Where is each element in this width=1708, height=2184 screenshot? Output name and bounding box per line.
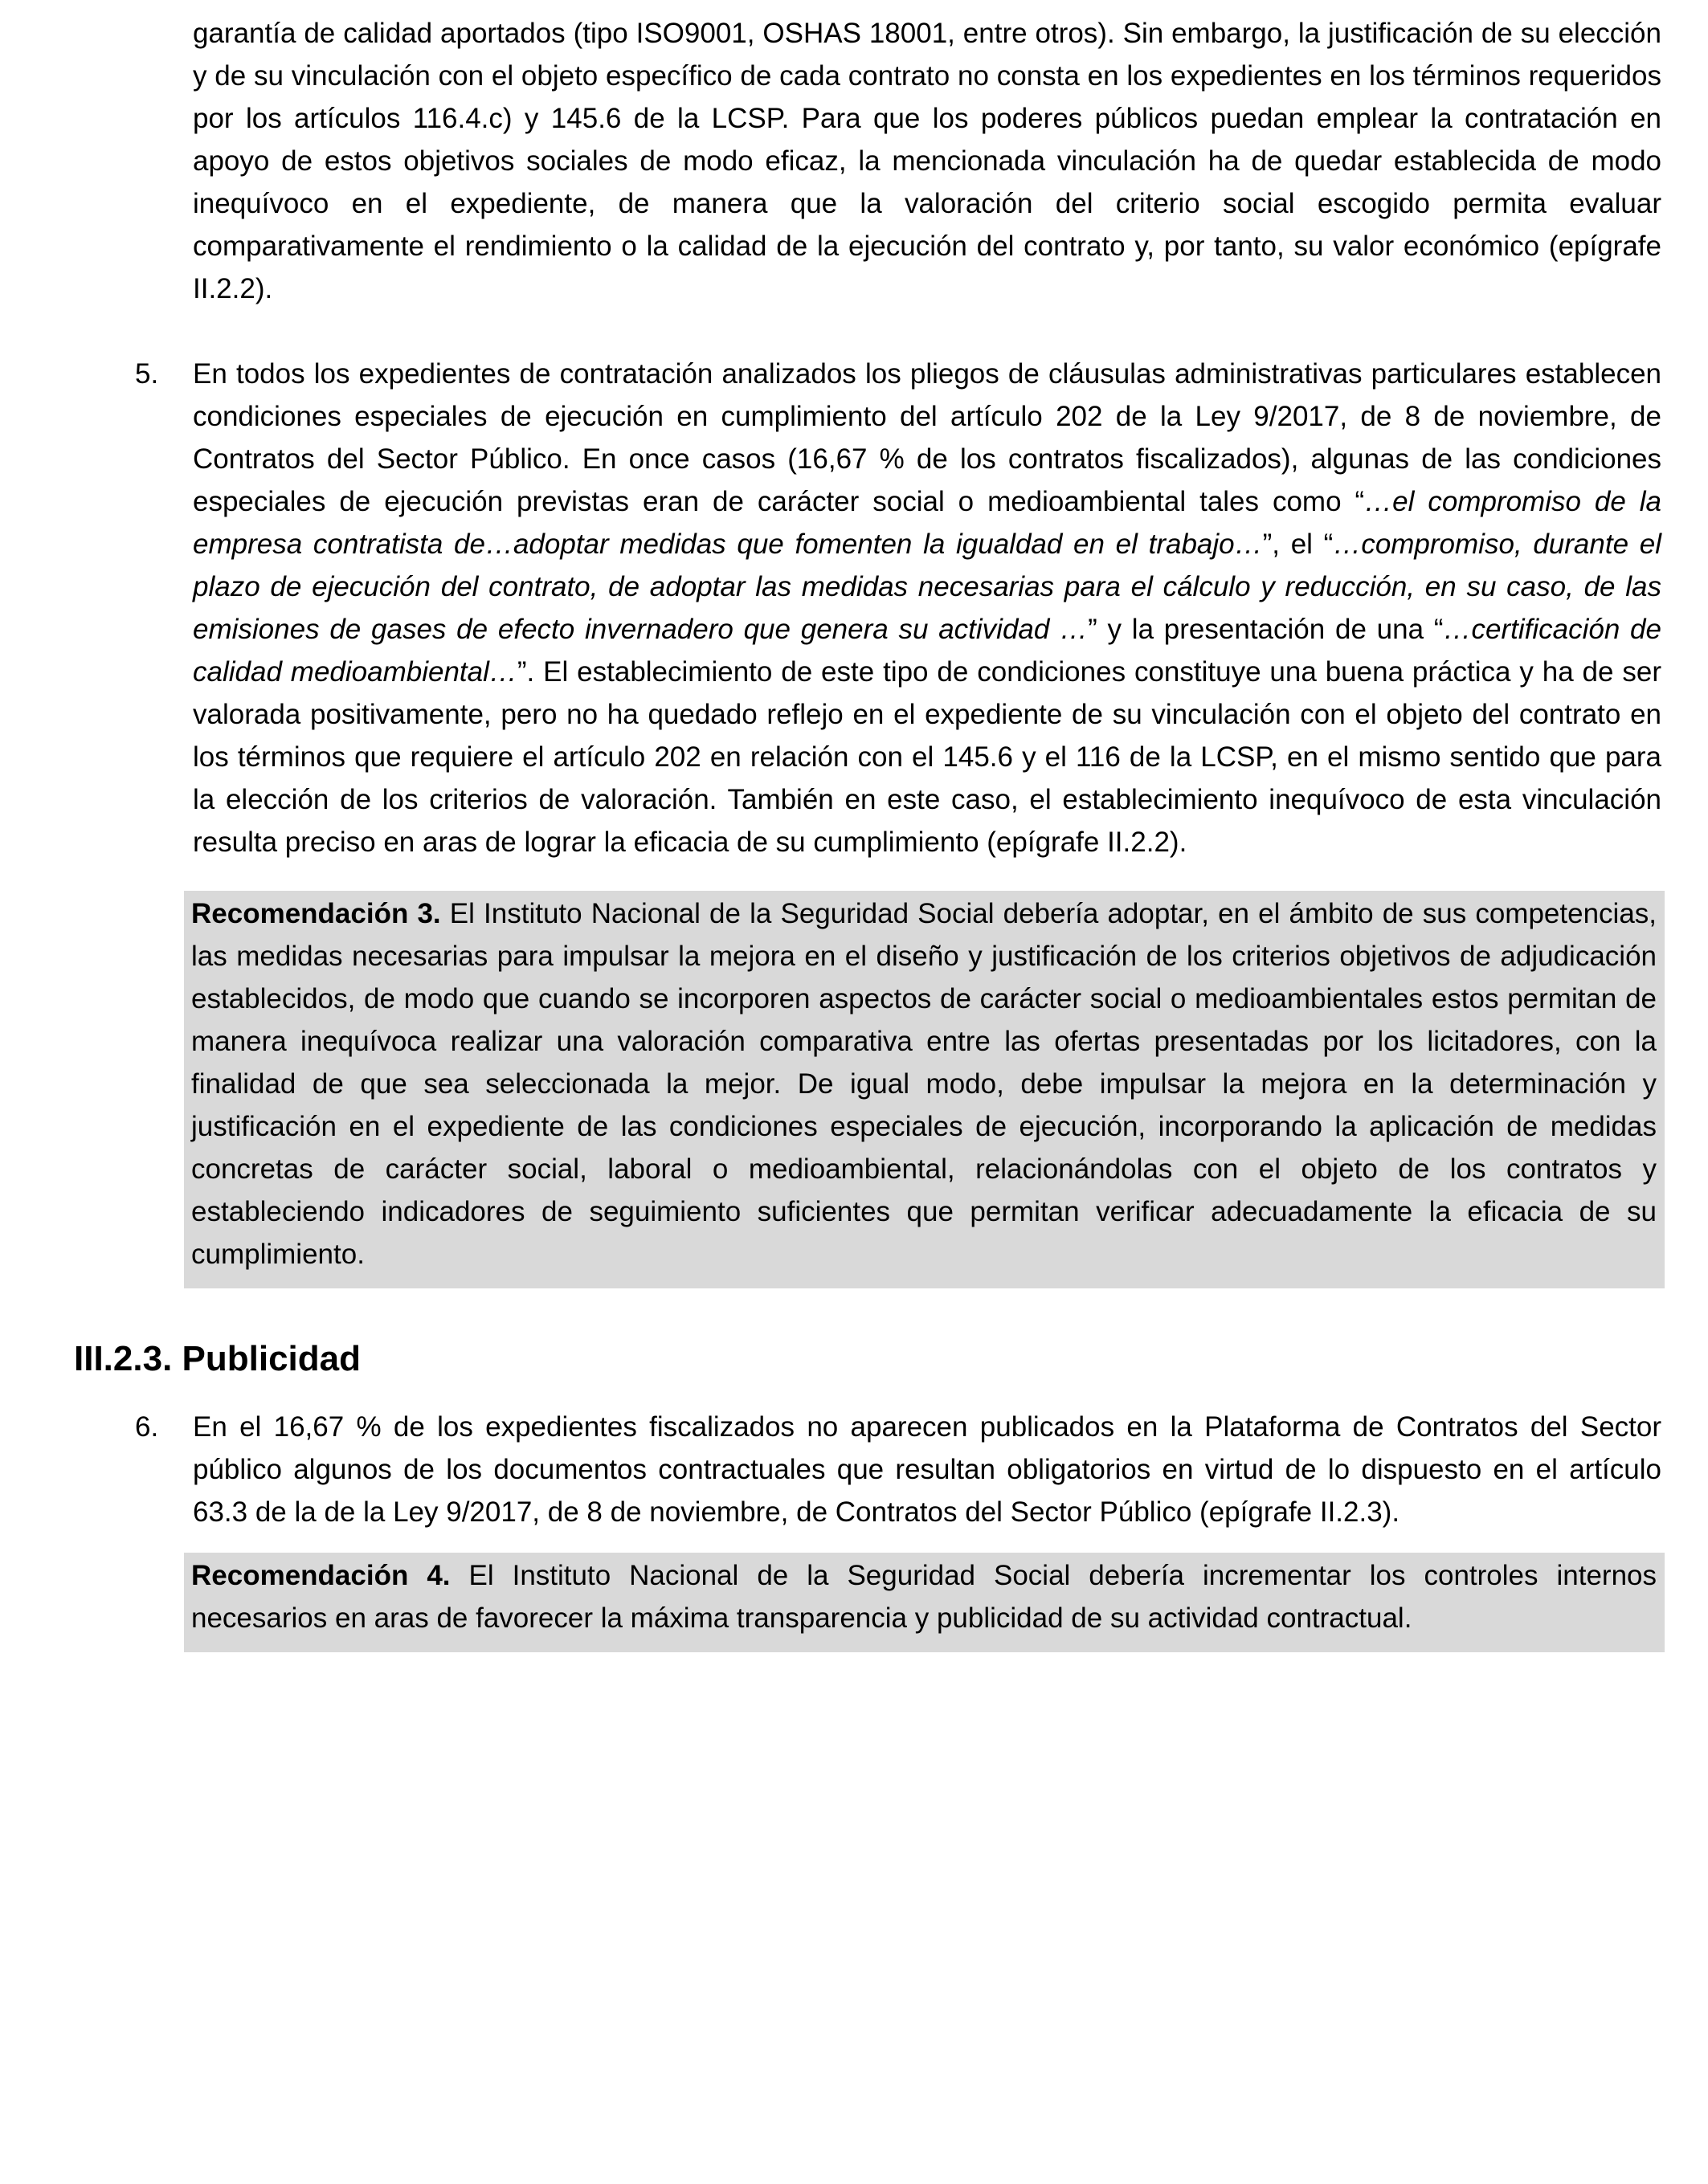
numbered-item-6 [135,1406,1661,1533]
section-heading-iii-2-3-publicidad: III.2.3. Publicidad [74,1339,361,1378]
recommendation-4-text: Recomendación 4. El Instituto Nacional de la Seguridad Social debería incrementar los controles internos necesarios en aras de favorecer la máxima transparencia y publicidad de su actividad contractual. [191,1560,1657,1634]
item-6-text: En el 16,67 % de los expedientes fiscalizados no aparecen publicados en la Plataforma de Contratos del Sector público algunos de los documentos contractuales que resultan obligatorios en virtud de lo dispuesto en el artículo 63.3 de la de la Ley 9/2017, de 8 de noviembre, de Contratos del Sector Público (epígrafe II.2.3). [193,1411,1661,1528]
recommendation-4-box [184,1553,1665,1652]
recommendation-3-box [184,891,1665,1288]
item-5-text: En todos los expedientes de contratación analizados los pliegos de cláusulas administrativas particulares establecen condiciones especiales de ejecución en cumplimiento del artículo 202 de la Ley 9/2017, de 8 de noviembre, de Contratos del Sector Público. En once casos (16,67 % de los contratos fiscalizados), algunas de las condiciones especiales de ejecución previstas eran de carácter social o medioambiental tales como “…el compromiso de la empresa contratista de…adoptar medidas que fomenten la igualdad en el trabajo…”, el “…compromiso, durante el plazo de ejecución del contrato, de adoptar las medidas necesarias para el cálculo y reducción, en su caso, de las emisiones de gases de efecto invernadero que genera su actividad …” y la presentación de una “…certificación de calidad medioambiental…”. El establecimiento de este tipo de condiciones constituye una buena práctica y ha de ser valorada positivamente, pero no ha quedado reflejo en el expediente de su vinculación con el objeto del contrato en los términos que requiere el artículo 202 en relación con el 145.6 y el 116 de la LCSP, en el mismo sentido que para la elección de los criterios de valoración. También en este caso, el establecimiento inequívoco de esta vinculación resulta preciso en aras de lograr la eficacia de su cumplimiento (epígrafe II.2.2). [193,358,1661,858]
numbered-item-5 [135,353,1661,863]
paragraph-quality-guarantee-continuation: garantía de calidad aportados (tipo ISO9001, OSHAS 18001, entre otros). Sin embargo, la justificación de su elección y de su vinculación con el objeto específico de cada contrato no consta en los expedientes en los términos requeridos por los artículos 116.4.c) y 145.6 de la LCSP. Para que los poderes públicos puedan emplear la contratación en apoyo de estos objetivos sociales de modo eficaz, la mencionada vinculación ha de quedar establecida de modo inequívoco en el expediente, de manera que la valoración del criterio social escogido permita evaluar comparativamente el rendimiento o la calidad de la ejecución del contrato y, por tanto, su valor económico (epígrafe II.2.2). [193,18,1661,304]
item-5-number: 5. [135,358,159,390]
item-6-number: 6. [135,1411,159,1443]
recommendation-3-text: Recomendación 3. El Instituto Nacional de la Seguridad Social debería adoptar, en el ámbito de sus competencias, las medidas necesarias para impulsar la mejora en el diseño y justificación de los criterios objetivos de adjudicación establecidos, de modo que cuando se incorporen aspectos de carácter social o medioambientales estos permitan de manera inequívoca realizar una valoración comparativa entre las ofertas presentadas por los licitadores, con la finalidad de que sea seleccionada la mejor. De igual modo, debe impulsar la mejora en la determinación y justificación en el expediente de las condiciones especiales de ejecución, incorporando la aplicación de medidas concretas de carácter social, laboral o medioambiental, relacionándolas con el objeto de los contratos y estableciendo indicadores de seguimiento suficientes que permitan verificar adecuadamente la eficacia de su cumplimiento. [191,898,1657,1270]
